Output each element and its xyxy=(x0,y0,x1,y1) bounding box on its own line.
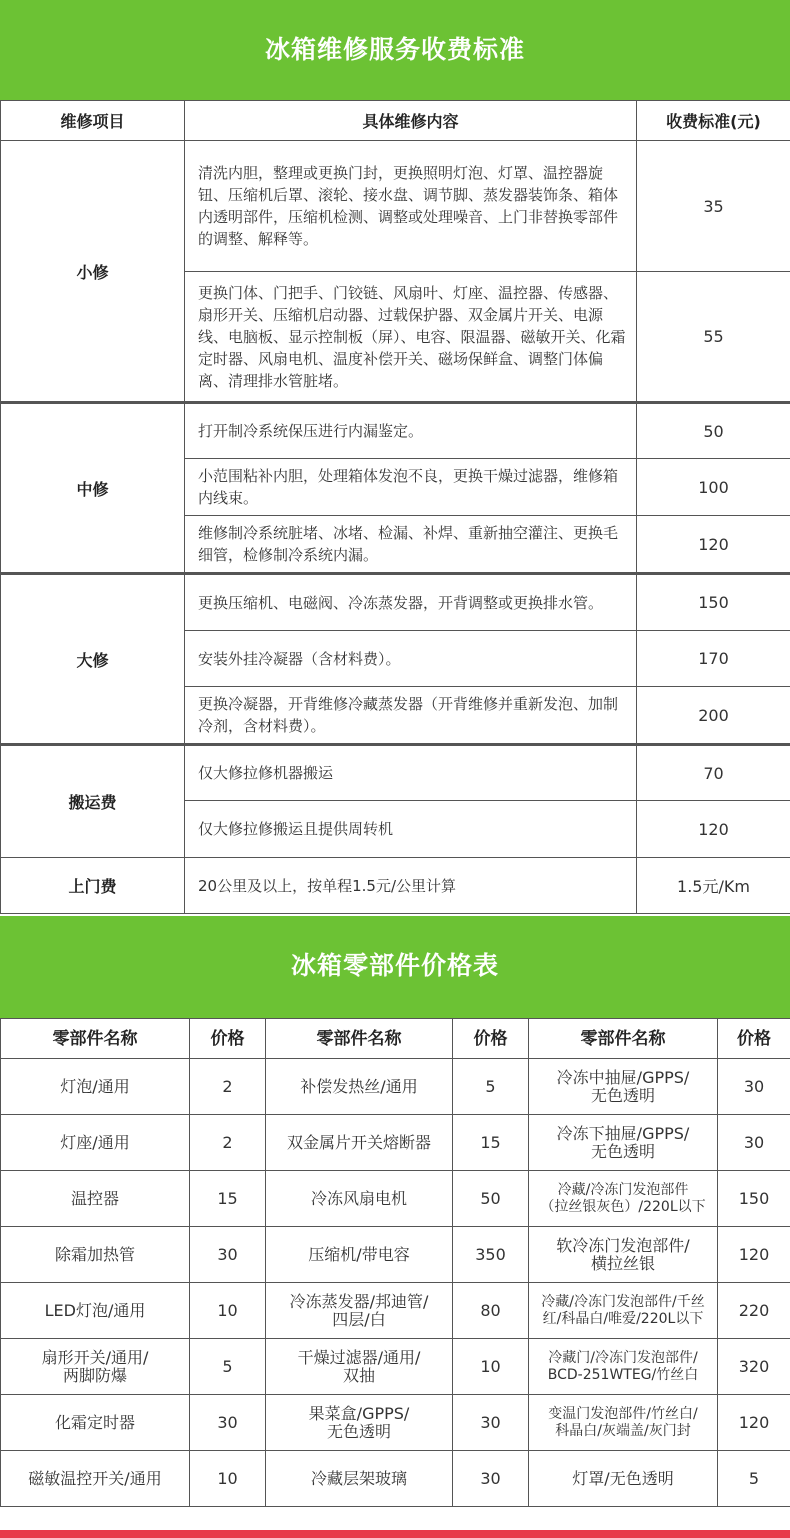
part-name-line: 果菜盒/GPPS/ xyxy=(308,1403,410,1423)
part-name-line: 冷冻风扇电机 xyxy=(310,1188,407,1208)
repair-content: 小范围粘补内胆，处理箱体发泡不良，更换干燥过滤器，维修箱内线束。 xyxy=(185,459,637,516)
service-header-row xyxy=(1,101,790,141)
part-name-line: 冷藏/冷冻门发泡部件/千丝 xyxy=(541,1293,705,1310)
repair-price: 1.5元/Km xyxy=(637,858,790,914)
part-name-line: 双抽 xyxy=(342,1365,375,1385)
part-name-line: 冷藏/冷冻门发泡部件 xyxy=(557,1181,689,1198)
part-name xyxy=(266,1059,453,1115)
table-row xyxy=(1,1171,790,1227)
part-name-line: 变温门发泡部件/竹丝白/ xyxy=(548,1405,698,1422)
repair-content: 仅大修拉修机器搬运 xyxy=(185,745,637,801)
header-price: 价格 xyxy=(453,1019,529,1059)
part-price: 10 xyxy=(190,1283,266,1339)
part-name-line: 科晶白/灰端盖/灰门封 xyxy=(555,1422,691,1439)
repair-content: 维修制冷系统脏堵、冰堵、检漏、补焊、重新抽空灌注、更换毛细管，检修制冷系统内漏。 xyxy=(185,516,637,574)
part-name-line: 无色透明 xyxy=(590,1085,655,1105)
repair-price: 120 xyxy=(637,801,790,858)
part-price: 30 xyxy=(453,1451,529,1507)
part-price: 30 xyxy=(718,1115,790,1171)
part-name xyxy=(1,1451,190,1507)
repair-price: 55 xyxy=(637,272,790,403)
part-price: 2 xyxy=(190,1059,266,1115)
repair-price: 170 xyxy=(637,631,790,687)
part-price: 220 xyxy=(718,1283,790,1339)
part-price: 120 xyxy=(718,1395,790,1451)
header-price: 价格 xyxy=(190,1019,266,1059)
part-name-line: 四层/白 xyxy=(332,1309,386,1329)
part-name-line: 横拉丝银 xyxy=(590,1253,655,1273)
part-name xyxy=(529,1451,718,1507)
part-price: 5 xyxy=(453,1059,529,1115)
bottom-accent-bar xyxy=(0,1530,790,1538)
part-name-line: 冷藏层架玻璃 xyxy=(310,1468,407,1488)
service-title: 冰箱维修服务收费标准 xyxy=(0,0,790,100)
header-price: 价格 xyxy=(718,1019,790,1059)
part-name-line: 软冷冻门发泡部件/ xyxy=(556,1235,690,1255)
part-name xyxy=(1,1395,190,1451)
part-name xyxy=(266,1283,453,1339)
part-price: 50 xyxy=(453,1171,529,1227)
repair-content: 仅大修拉修搬运且提供周转机 xyxy=(185,801,637,858)
part-name-line: LED灯泡/通用 xyxy=(44,1300,146,1320)
part-name-line: 除霜加热管 xyxy=(54,1244,135,1264)
part-name xyxy=(529,1115,718,1171)
part-name xyxy=(529,1059,718,1115)
part-name-line: 压缩机/带电容 xyxy=(308,1244,410,1264)
part-price: 30 xyxy=(190,1227,266,1283)
part-name xyxy=(529,1227,718,1283)
part-price: 30 xyxy=(453,1395,529,1451)
repair-price: 200 xyxy=(637,687,790,745)
table-row xyxy=(1,1115,790,1171)
part-name-line: 化霜定时器 xyxy=(54,1412,135,1432)
repair-content: 清洗内胆，整理或更换门封，更换照明灯泡、灯罩、温控器旋钮、压缩机后罩、滚轮、接水盘、调节脚、蒸发器装饰条、箱体内透明部件，压缩机检测、调整或处理噪音、上门非替换零部件的调整、解释等。 xyxy=(185,141,637,272)
part-price: 320 xyxy=(718,1339,790,1395)
parts-price-table xyxy=(0,1018,790,1507)
part-name xyxy=(529,1171,718,1227)
part-name-line: 红/科晶白/唯爱/220L以下 xyxy=(542,1310,704,1327)
part-name xyxy=(266,1171,453,1227)
part-price: 150 xyxy=(718,1171,790,1227)
part-name-line: 干燥过滤器/通用/ xyxy=(297,1347,421,1367)
category-major: 大修 xyxy=(1,574,185,745)
header-part-name: 零部件名称 xyxy=(529,1019,718,1059)
part-name-line: 双金属片开关熔断器 xyxy=(286,1132,431,1152)
part-name-line: 冷藏门/冷冻门发泡部件/ xyxy=(548,1349,698,1366)
repair-price: 120 xyxy=(637,516,790,574)
part-name-line: 温控器 xyxy=(70,1188,119,1208)
repair-price: 35 xyxy=(637,141,790,272)
part-name-line: BCD-251WTEG/竹丝白 xyxy=(547,1366,699,1383)
table-row xyxy=(1,1451,790,1507)
table-row xyxy=(1,1059,790,1115)
header-repair-item: 维修项目 xyxy=(1,101,185,141)
part-name-line: 冷冻下抽屉/GPPS/ xyxy=(556,1123,690,1143)
part-name xyxy=(529,1339,718,1395)
part-name xyxy=(1,1171,190,1227)
header-fee-standard: 收费标准(元) xyxy=(637,101,790,141)
repair-content: 20公里及以上，按单程1.5元/公里计算 xyxy=(185,858,637,914)
part-name xyxy=(266,1339,453,1395)
repair-content: 安装外挂冷凝器（含材料费）。 xyxy=(185,631,637,687)
part-name xyxy=(266,1395,453,1451)
part-price: 120 xyxy=(718,1227,790,1283)
header-part-name: 零部件名称 xyxy=(266,1019,453,1059)
header-part-name: 零部件名称 xyxy=(1,1019,190,1059)
table-row xyxy=(1,1339,790,1395)
repair-price: 100 xyxy=(637,459,790,516)
part-name-line: 灯泡/通用 xyxy=(60,1076,130,1096)
part-name-line: 无色透明 xyxy=(326,1421,391,1441)
parts-body xyxy=(1,1059,790,1507)
part-name xyxy=(529,1395,718,1451)
part-name-line: 无色透明 xyxy=(590,1141,655,1161)
part-name xyxy=(1,1227,190,1283)
part-price: 10 xyxy=(453,1339,529,1395)
part-name-line: （拉丝银灰色）/220L以下 xyxy=(540,1198,706,1215)
part-name xyxy=(266,1227,453,1283)
part-price: 30 xyxy=(190,1395,266,1451)
part-name-line: 扇形开关/通用/ xyxy=(41,1347,149,1367)
header-repair-content: 具体维修内容 xyxy=(185,101,637,141)
table-row xyxy=(1,858,790,914)
part-name-line: 磁敏温控开关/通用 xyxy=(28,1468,162,1488)
part-name xyxy=(1,1059,190,1115)
category-minor: 小修 xyxy=(1,141,185,403)
parts-header-row xyxy=(1,1019,790,1059)
table-row xyxy=(1,403,790,459)
service-fee-table xyxy=(0,100,790,914)
part-price: 80 xyxy=(453,1283,529,1339)
part-price: 350 xyxy=(453,1227,529,1283)
part-name xyxy=(266,1451,453,1507)
repair-price: 50 xyxy=(637,403,790,459)
part-name xyxy=(1,1283,190,1339)
repair-content: 更换门体、门把手、门铰链、风扇叶、灯座、温控器、传感器、扇形开关、压缩机启动器、过载保护器、双金属片开关、电源线、电脑板、显示控制板（屏）、电容、限温器、磁敏开关、化霜定时器、风扇电机、温度补偿开关、磁场保鲜盒、调整门体偏离、清理排水管脏堵。 xyxy=(185,272,637,403)
part-name-line: 冷冻中抽屉/GPPS/ xyxy=(556,1067,690,1087)
repair-content: 打开制冷系统保压进行内漏鉴定。 xyxy=(185,403,637,459)
part-name-line: 灯罩/无色透明 xyxy=(572,1468,674,1488)
category-transport: 搬运费 xyxy=(1,745,185,858)
part-name xyxy=(266,1115,453,1171)
part-name-line: 补偿发热丝/通用 xyxy=(300,1076,418,1096)
repair-price: 70 xyxy=(637,745,790,801)
repair-price: 150 xyxy=(637,574,790,631)
part-price: 2 xyxy=(190,1115,266,1171)
category-visit: 上门费 xyxy=(1,858,185,914)
repair-content: 更换压缩机、电磁阀、冷冻蒸发器，开背调整或更换排水管。 xyxy=(185,574,637,631)
part-price: 30 xyxy=(718,1059,790,1115)
table-row xyxy=(1,1395,790,1451)
table-row xyxy=(1,745,790,801)
part-name xyxy=(529,1283,718,1339)
table-row xyxy=(1,1283,790,1339)
part-price: 15 xyxy=(453,1115,529,1171)
part-price: 15 xyxy=(190,1171,266,1227)
repair-content: 更换冷凝器，开背维修冷藏蒸发器（开背维修并重新发泡、加制冷剂，含材料费）。 xyxy=(185,687,637,745)
part-name-line: 两脚防爆 xyxy=(62,1365,127,1385)
part-price: 10 xyxy=(190,1451,266,1507)
table-row xyxy=(1,1227,790,1283)
table-row xyxy=(1,574,790,631)
parts-title: 冰箱零部件价格表 xyxy=(0,916,790,1018)
part-name xyxy=(1,1339,190,1395)
part-name-line: 冷冻蒸发器/邦迪管/ xyxy=(289,1291,429,1311)
part-name xyxy=(1,1115,190,1171)
part-price: 5 xyxy=(190,1339,266,1395)
part-name-line: 灯座/通用 xyxy=(60,1132,130,1152)
part-price: 5 xyxy=(718,1451,790,1507)
table-row xyxy=(1,141,790,272)
category-medium: 中修 xyxy=(1,403,185,574)
